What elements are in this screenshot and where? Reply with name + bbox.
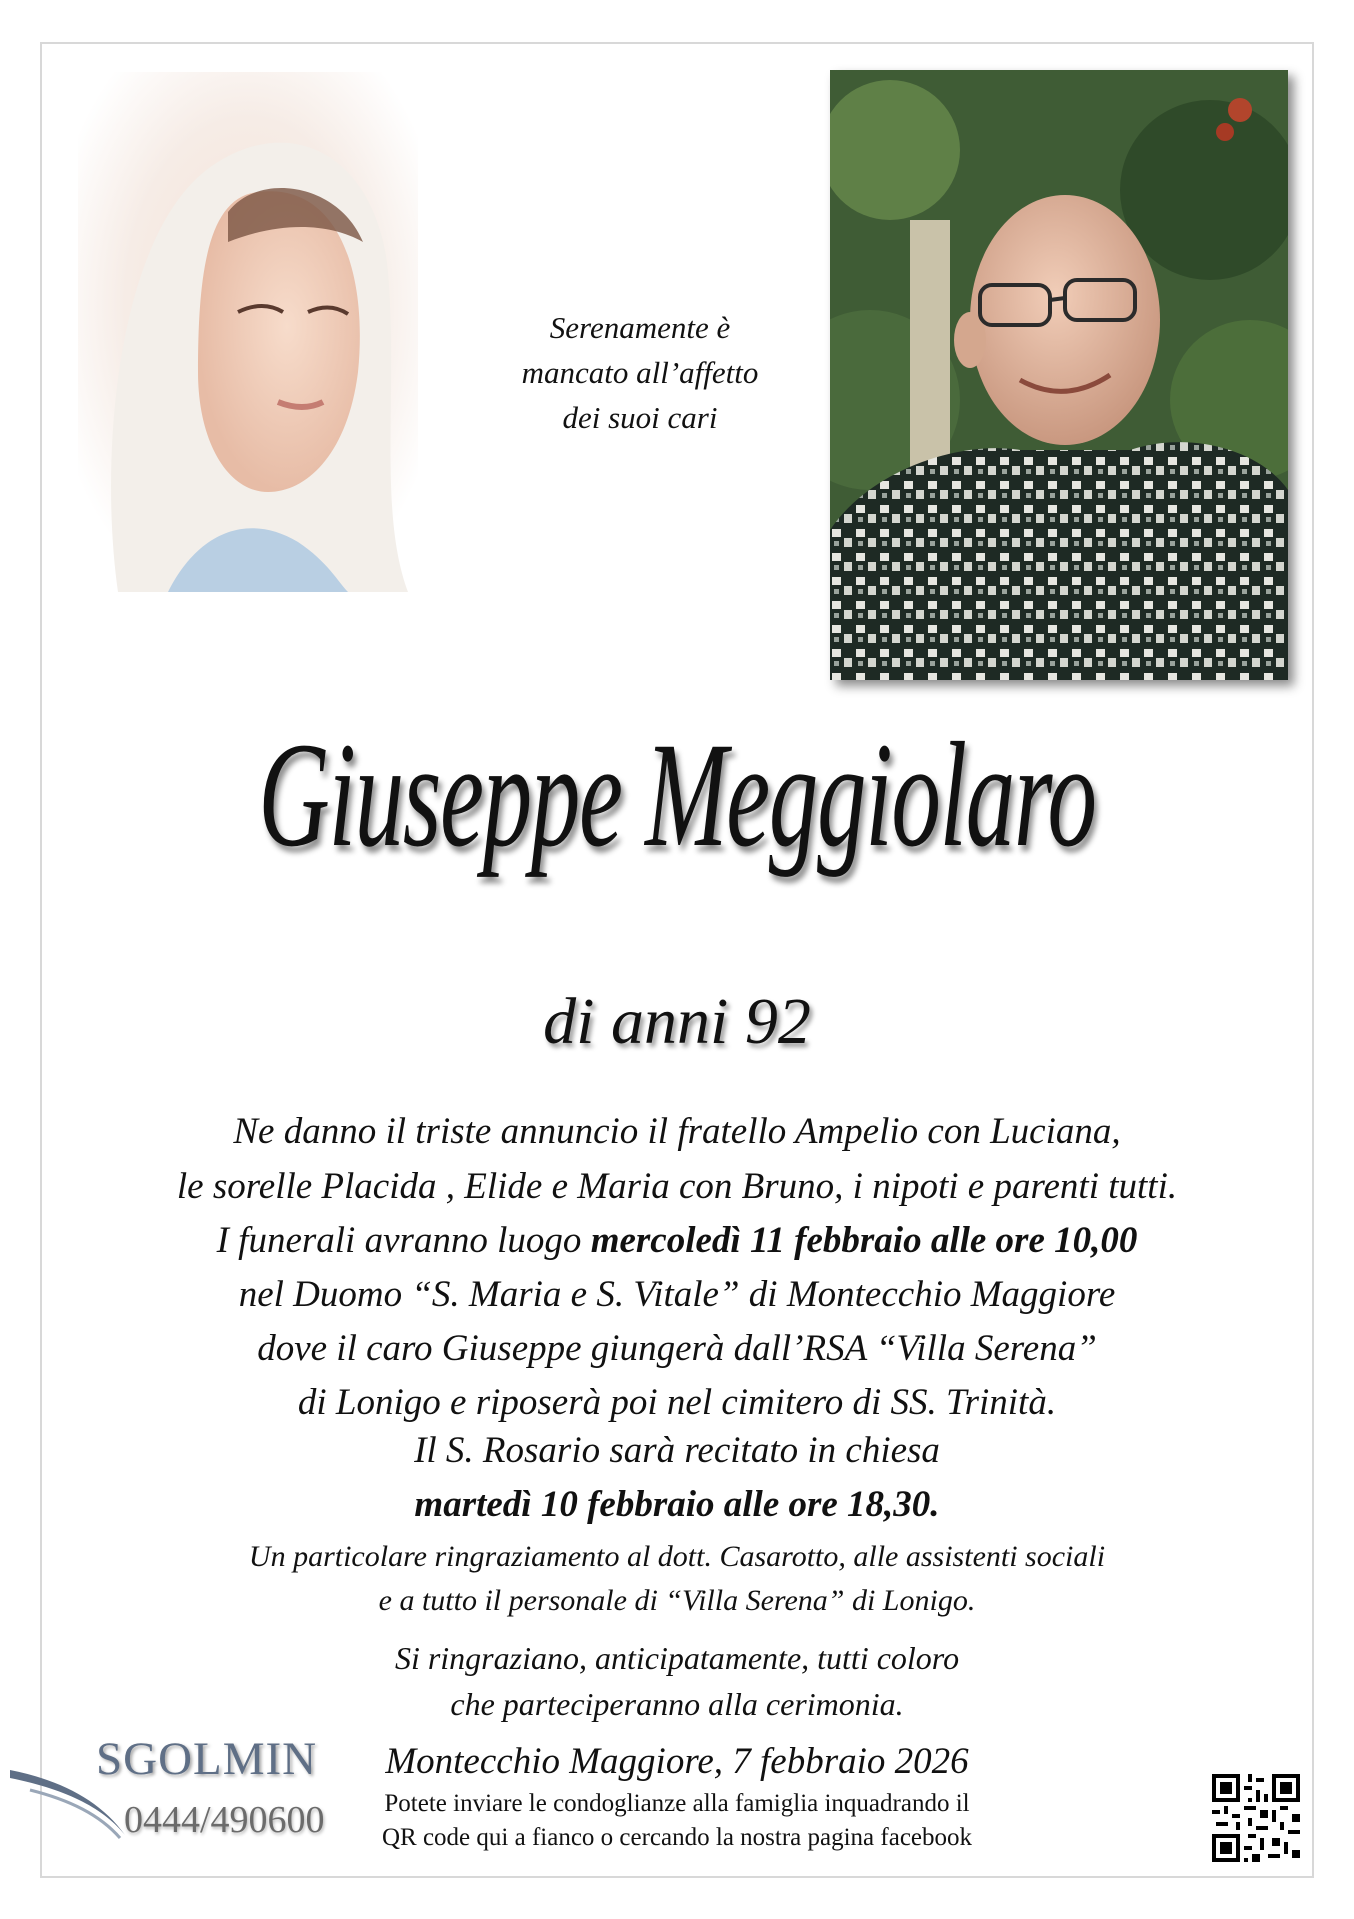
agency-name: SGOLMIN [96, 1733, 318, 1785]
madonna-image [78, 72, 418, 592]
deceased-name: Giuseppe Meggiolaro [258, 712, 1096, 878]
funeral-intro: I funerali avranno luogo [216, 1220, 591, 1261]
condolence-line: QR code qui a fianco o cercando la nostra pagina facebook [381, 1824, 973, 1851]
announcement-line: Ne danno il triste annuncio il fratello Ampelio con Luciana, [233, 1111, 1121, 1152]
rosary-datetime: martedì 10 febbraio alle ore 18,30. [414, 1484, 940, 1525]
portrait-photo [830, 70, 1288, 680]
condolence-line: Potete inviare le condoglianze alla famiglia inquadrando il [384, 1790, 970, 1817]
announcement-line: le sorelle Placida , Elide e Maria con Bruno, i nipoti e parenti tutti. [176, 1166, 1178, 1207]
intro-line: dei suoi cari [562, 400, 718, 435]
intro-line: Serenamente è [549, 310, 731, 345]
thanks-all-line: Si ringraziano, anticipatamente, tutti coloro [394, 1640, 960, 1676]
agency-logo [10, 1730, 370, 1860]
thanks-text [0, 1535, 1354, 1623]
deceased-age: di anni 92 [543, 985, 811, 1058]
thanks-all-text [0, 1635, 1354, 1727]
announcement-text [0, 1104, 1354, 1214]
thanks-all-line: che parteciperanno alla cerimonia. [450, 1686, 904, 1722]
thanks-line: e a tutto il personale di “Villa Serena” di Lonigo. [378, 1584, 976, 1617]
qr-code[interactable] [1208, 1770, 1304, 1866]
funeral-line: dove il caro Giuseppe giungerà dall’RSA “Villa Serena” [257, 1328, 1097, 1369]
rosary-text [0, 1424, 1354, 1532]
agency-phone: 0444/490600 [124, 1799, 325, 1841]
rosary-line: Il S. Rosario sarà recitato in chiesa [414, 1430, 940, 1471]
funeral-text [0, 1214, 1354, 1430]
intro-text [460, 305, 820, 440]
funeral-datetime: mercoledì 11 febbraio alle ore 10,00 [590, 1220, 1138, 1261]
place-date-line: Montecchio Maggiore, 7 febbraio 2026 [385, 1741, 969, 1782]
funeral-line: di Lonigo e riposerà poi nel cimitero di SS. Trinità. [297, 1382, 1057, 1423]
funeral-line: nel Duomo “S. Maria e S. Vitale” di Montecchio Maggiore [238, 1274, 1116, 1315]
funeral-line [0, 1214, 1354, 1268]
thanks-line: Un particolare ringraziamento al dott. Casarotto, alle assistenti sociali [248, 1540, 1106, 1573]
intro-line: mancato all’affetto [521, 355, 759, 390]
